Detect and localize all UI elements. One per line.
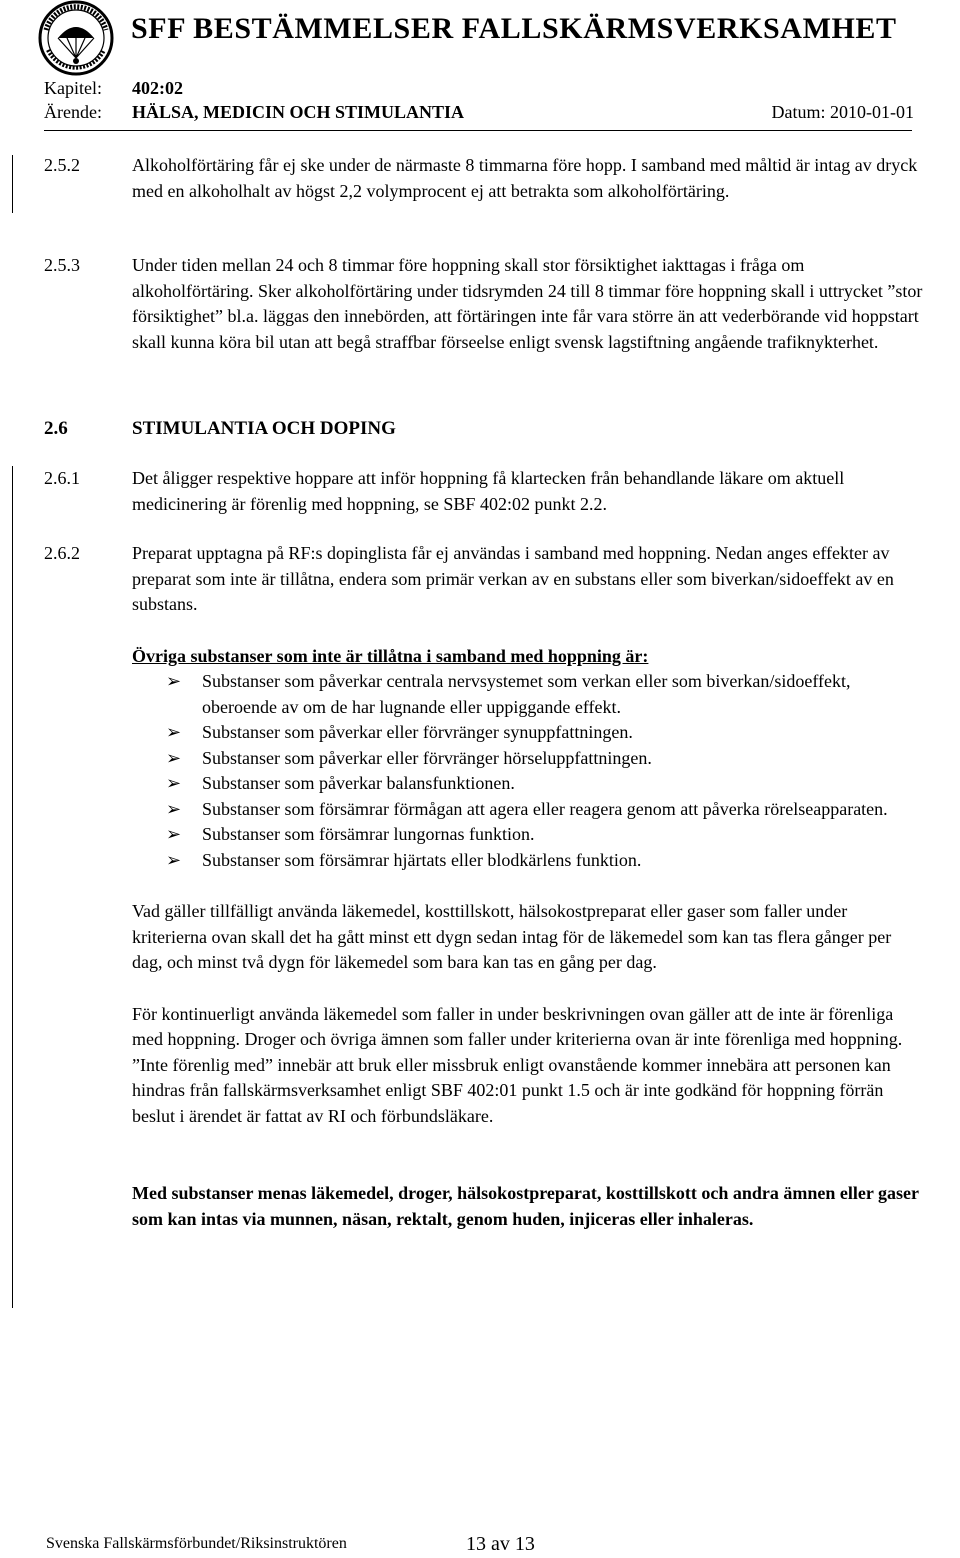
list-item: ➢ Substanser som påverkar eller förvränger hörseluppfattningen. — [132, 746, 924, 772]
arrow-bullet-icon: ➢ — [166, 849, 182, 870]
medication-paragraph: Vad gäller tillfälligt använda läkemedel, kosttillskott, hälsokostpreparat eller gaser som faller under kriterierna ovan skall det ha gått minst ett dygn sedan intag för de läkemedel som kan tas flera gånger per dag, och minst två dygn för läkemedel som bara kan tas en gång per dag. — [132, 901, 892, 972]
heading-number: 2.6 — [44, 418, 68, 439]
document-title: SFF BESTÄMMELSER FALLSKÄRMSVERKSAMHET — [131, 12, 897, 45]
section-text: Alkoholförtäring får ej ske under de närmaste 8 timmarna före hopp. I samband med måltid är intag av dryck med en alkoholhalt av högst 2,2 volymprocent ej att betrakta som alkoholförtäring. — [132, 155, 918, 201]
section-text: Under tiden mellan 24 och 8 timmar före hoppning skall stor försiktighet iakttagas i fråga om alkoholförtäring. Sker alkoholförtäring under tidsrymden 24 till 8 timmar före hoppning skall i uttrycket ”stor försiktighet” bl.a. läggas den innebörden, att förtäringen inte får vara större än att vederbörande vid hoppstart skall kunna köra bil utan att begå straffbar förseelse enligt svensk lagstiftning angående trafiknykterhet. — [132, 255, 923, 352]
section-heading-2-6 — [44, 418, 396, 440]
section-2-5-3 — [44, 253, 924, 355]
footer-organization: Svenska Fallskärmsförbundet/Riksinstruktören — [46, 1535, 347, 1552]
section-2-6-2 — [44, 541, 924, 1232]
arrow-bullet-icon: ➢ — [166, 722, 182, 742]
page-number: 13 av 13 — [466, 1533, 535, 1555]
arrow-bullet-icon: ➢ — [166, 798, 182, 819]
arrow-bullet-icon: ➢ — [166, 747, 182, 768]
chapter-row — [44, 79, 183, 97]
arrow-bullet-icon: ➢ — [166, 671, 182, 691]
date-row — [772, 103, 915, 121]
chapter-label: Kapitel: — [44, 78, 102, 98]
chapter-value: 402:02 — [132, 78, 183, 98]
date-label: Datum: — [771, 102, 826, 122]
substance-definition: Med substanser menas läkemedel, droger, hälsokostpreparat, kosttillskott och andra ämnen eller gaser som kan intas via munnen, näsan, rektalt, genom huden, injiceras eller inhaleras. — [132, 1183, 919, 1229]
section-number: 2.5.3 — [44, 255, 80, 275]
section-number: 2.5.2 — [44, 155, 80, 175]
list-item: ➢ Substanser som påverkar eller förvränger synuppfattningen. — [132, 720, 924, 746]
section-2-6-1 — [44, 466, 924, 517]
header-divider — [44, 130, 912, 131]
subject-value: HÄLSA, MEDICIN OCH STIMULANTIA — [132, 102, 465, 122]
heading-title: STIMULANTIA OCH DOPING — [132, 418, 396, 439]
revision-bar — [12, 466, 13, 1308]
sff-logo — [36, 0, 116, 76]
list-item: ➢ Substanser som försämrar lungornas funktion. — [132, 822, 924, 848]
section-2-5-2 — [44, 153, 924, 204]
date-value: 2010-01-01 — [830, 102, 914, 122]
list-item: ➢ Substanser som påverkar centrala nervsystemet som verkan eller som biverkan/sidoeffekt, oberoende av om de har lugnande eller uppiggande effekt. — [166, 671, 851, 717]
subject-row — [44, 103, 464, 121]
list-item: ➢ Substanser som påverkar balansfunktionen. — [132, 771, 924, 797]
list-item: ➢ Substanser som försämrar hjärtats eller blodkärlens funktion. — [132, 848, 924, 874]
section-number: 2.6.1 — [44, 468, 80, 488]
section-number: 2.6.2 — [44, 543, 80, 563]
section-intro: Preparat upptagna på RF:s dopinglista får ej användas i samband med hoppning. Nedan anges effekter av preparat som inte är tillåtna, endera som primär verkan av en substans eller som biverkan/sidoeffekt av en substans. — [132, 543, 894, 614]
substance-list — [132, 669, 924, 873]
subject-label: Ärende: — [44, 102, 102, 122]
arrow-bullet-icon: ➢ — [166, 824, 182, 844]
revision-bar — [12, 155, 13, 213]
continuous-medication-paragraph: För kontinuerligt använda läkemedel som faller in under beskrivningen ovan gäller att de inte är förenliga med hoppning. Droger och övriga ämnen som faller under kriterierna ovan är inte förenliga med hoppning. ”Inte förenlig med” innebär att bruk eller missbruk enligt ovanstående kommer innebära att personen kan hindras från fallskärmsverksamhet enligt SBF 402:01 punkt 1.5 och är inte godkänd för hoppning förrän beslut i ärendet är fattat av RI och förbundsläkare. — [132, 1003, 903, 1126]
section-text: Det åligger respektive hoppare att inför hoppning få klartecken från behandlande läkare om aktuell medicinering är förenlig med hoppning, se SBF 402:02 punkt 2.2. — [132, 468, 845, 514]
list-heading: Övriga substanser som inte är tillåtna i samband med hoppning är: — [132, 645, 649, 666]
arrow-bullet-icon: ➢ — [166, 773, 182, 793]
list-item: ➢ Substanser som försämrar förmågan att agera eller reagera genom att påverka rörelseapparaten. — [132, 797, 924, 823]
section-body — [132, 541, 924, 1232]
